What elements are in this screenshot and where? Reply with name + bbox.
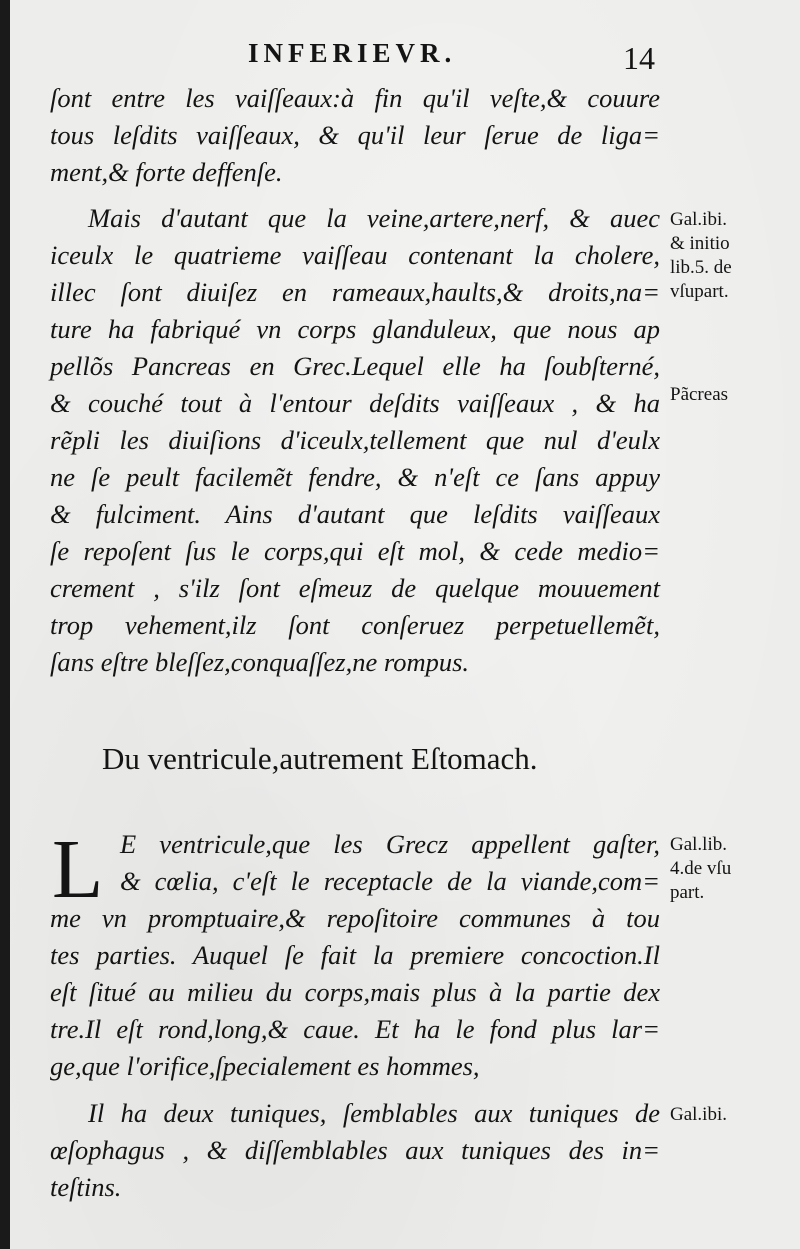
text-line: eſt ſitué au milieu du corps,mais plus à la partie dex [50,977,660,1007]
text-line: teſtins. [50,1172,122,1202]
margin-note [670,208,800,304]
text-line: ture ha fabriqué vn corps glanduleux, que nous ap [50,314,660,344]
margin-note-line: 4.de vſu [670,858,732,879]
margin-note-line: vſupart. [670,281,729,302]
text-line: & couché tout à l'entour deſdits vaiſſeaux , & ha [50,388,660,418]
paragraph [50,200,660,681]
margin-note-line: Pãcreas [670,384,729,405]
paragraph [50,80,660,191]
text-line: ſans eſtre bleſſez,conquaſſez,ne rompus. [50,647,470,677]
margin-note-line: Gal.ibi. [670,209,727,230]
text-line: ment,& forte deffenſe. [50,157,283,187]
text-line: iceulx le quatrieme vaiſſeau contenant la cholere, [50,240,660,270]
text-line: rẽpli les diuiſions d'iceulx,tellement que nul d'eulx [50,425,660,455]
text-line: Il ha deux tuniques, ſemblables aux tuniques de [88,1098,660,1128]
text-line: illec ſont diuiſez en rameaux,haults,& droits,na= [50,277,660,307]
text-line: & fulciment. Ains d'autant que leſdits vaiſſeaux [50,499,660,529]
margin-note-line: Gal.ibi. [670,1104,727,1125]
text-line: tes parties. Auquel ſe fait la premiere concoction.Il [50,940,660,970]
margin-note-line: lib.5. de [670,257,732,278]
text-line: pellõs Pancreas en Grec.Lequel elle ha ſoubſterné, [50,351,660,381]
page-number: 14 [623,40,655,76]
text-line: ſe repoſent ſus le corps,qui eſt mol, & cede medio= [50,536,660,566]
book-page [10,0,800,1249]
margin-note-line: part. [670,882,705,903]
text-line: tre.Il eſt rond,long,& caue. Et ha le fond plus lar= [50,1014,660,1044]
paragraph [50,1095,660,1206]
text-line: me vn promptuaire,& repoſitoire communes à tou [50,903,660,933]
paragraph [50,823,660,1085]
text-line: E ventricule,que les Grecz appellent gaſter, [120,829,660,859]
margin-note [670,833,800,905]
text-line: ne ſe peult facilemẽt fendre, & n'eſt ce ſans appuy [50,462,660,492]
drop-cap: L [52,823,104,916]
margin-note-line: Gal.lib. [670,834,727,855]
text-line: trop vehement,ilz ſont conſeruez perpetuellemẽt, [50,610,660,640]
text-line: & cœlia, c'eſt le receptacle de la viande,com= [120,866,660,896]
text-line: œſophagus , & diſſemblables aux tuniques des in= [50,1135,660,1165]
text-line: tous leſdits vaiſſeaux, & qu'il leur ſerue de liga= [50,120,660,150]
text-line: crement , s'ilz ſont eſmeuz de quelque mouuement [50,573,660,603]
section-heading: Du ventricule,autrement Eſtomach. [102,741,538,776]
running-head: INFERIEVR. [248,38,457,68]
text-line: ge,que l'orifice,ſpecialement es hommes, [50,1051,480,1081]
margin-note [670,383,800,407]
text-line: Mais d'autant que la veine,artere,nerf, & auec [88,203,660,233]
margin-note-line: & initio [670,233,730,254]
margin-note [670,1103,800,1127]
text-line: ſont entre les vaiſſeaux:à fin qu'il veſte,& couure [50,83,660,113]
